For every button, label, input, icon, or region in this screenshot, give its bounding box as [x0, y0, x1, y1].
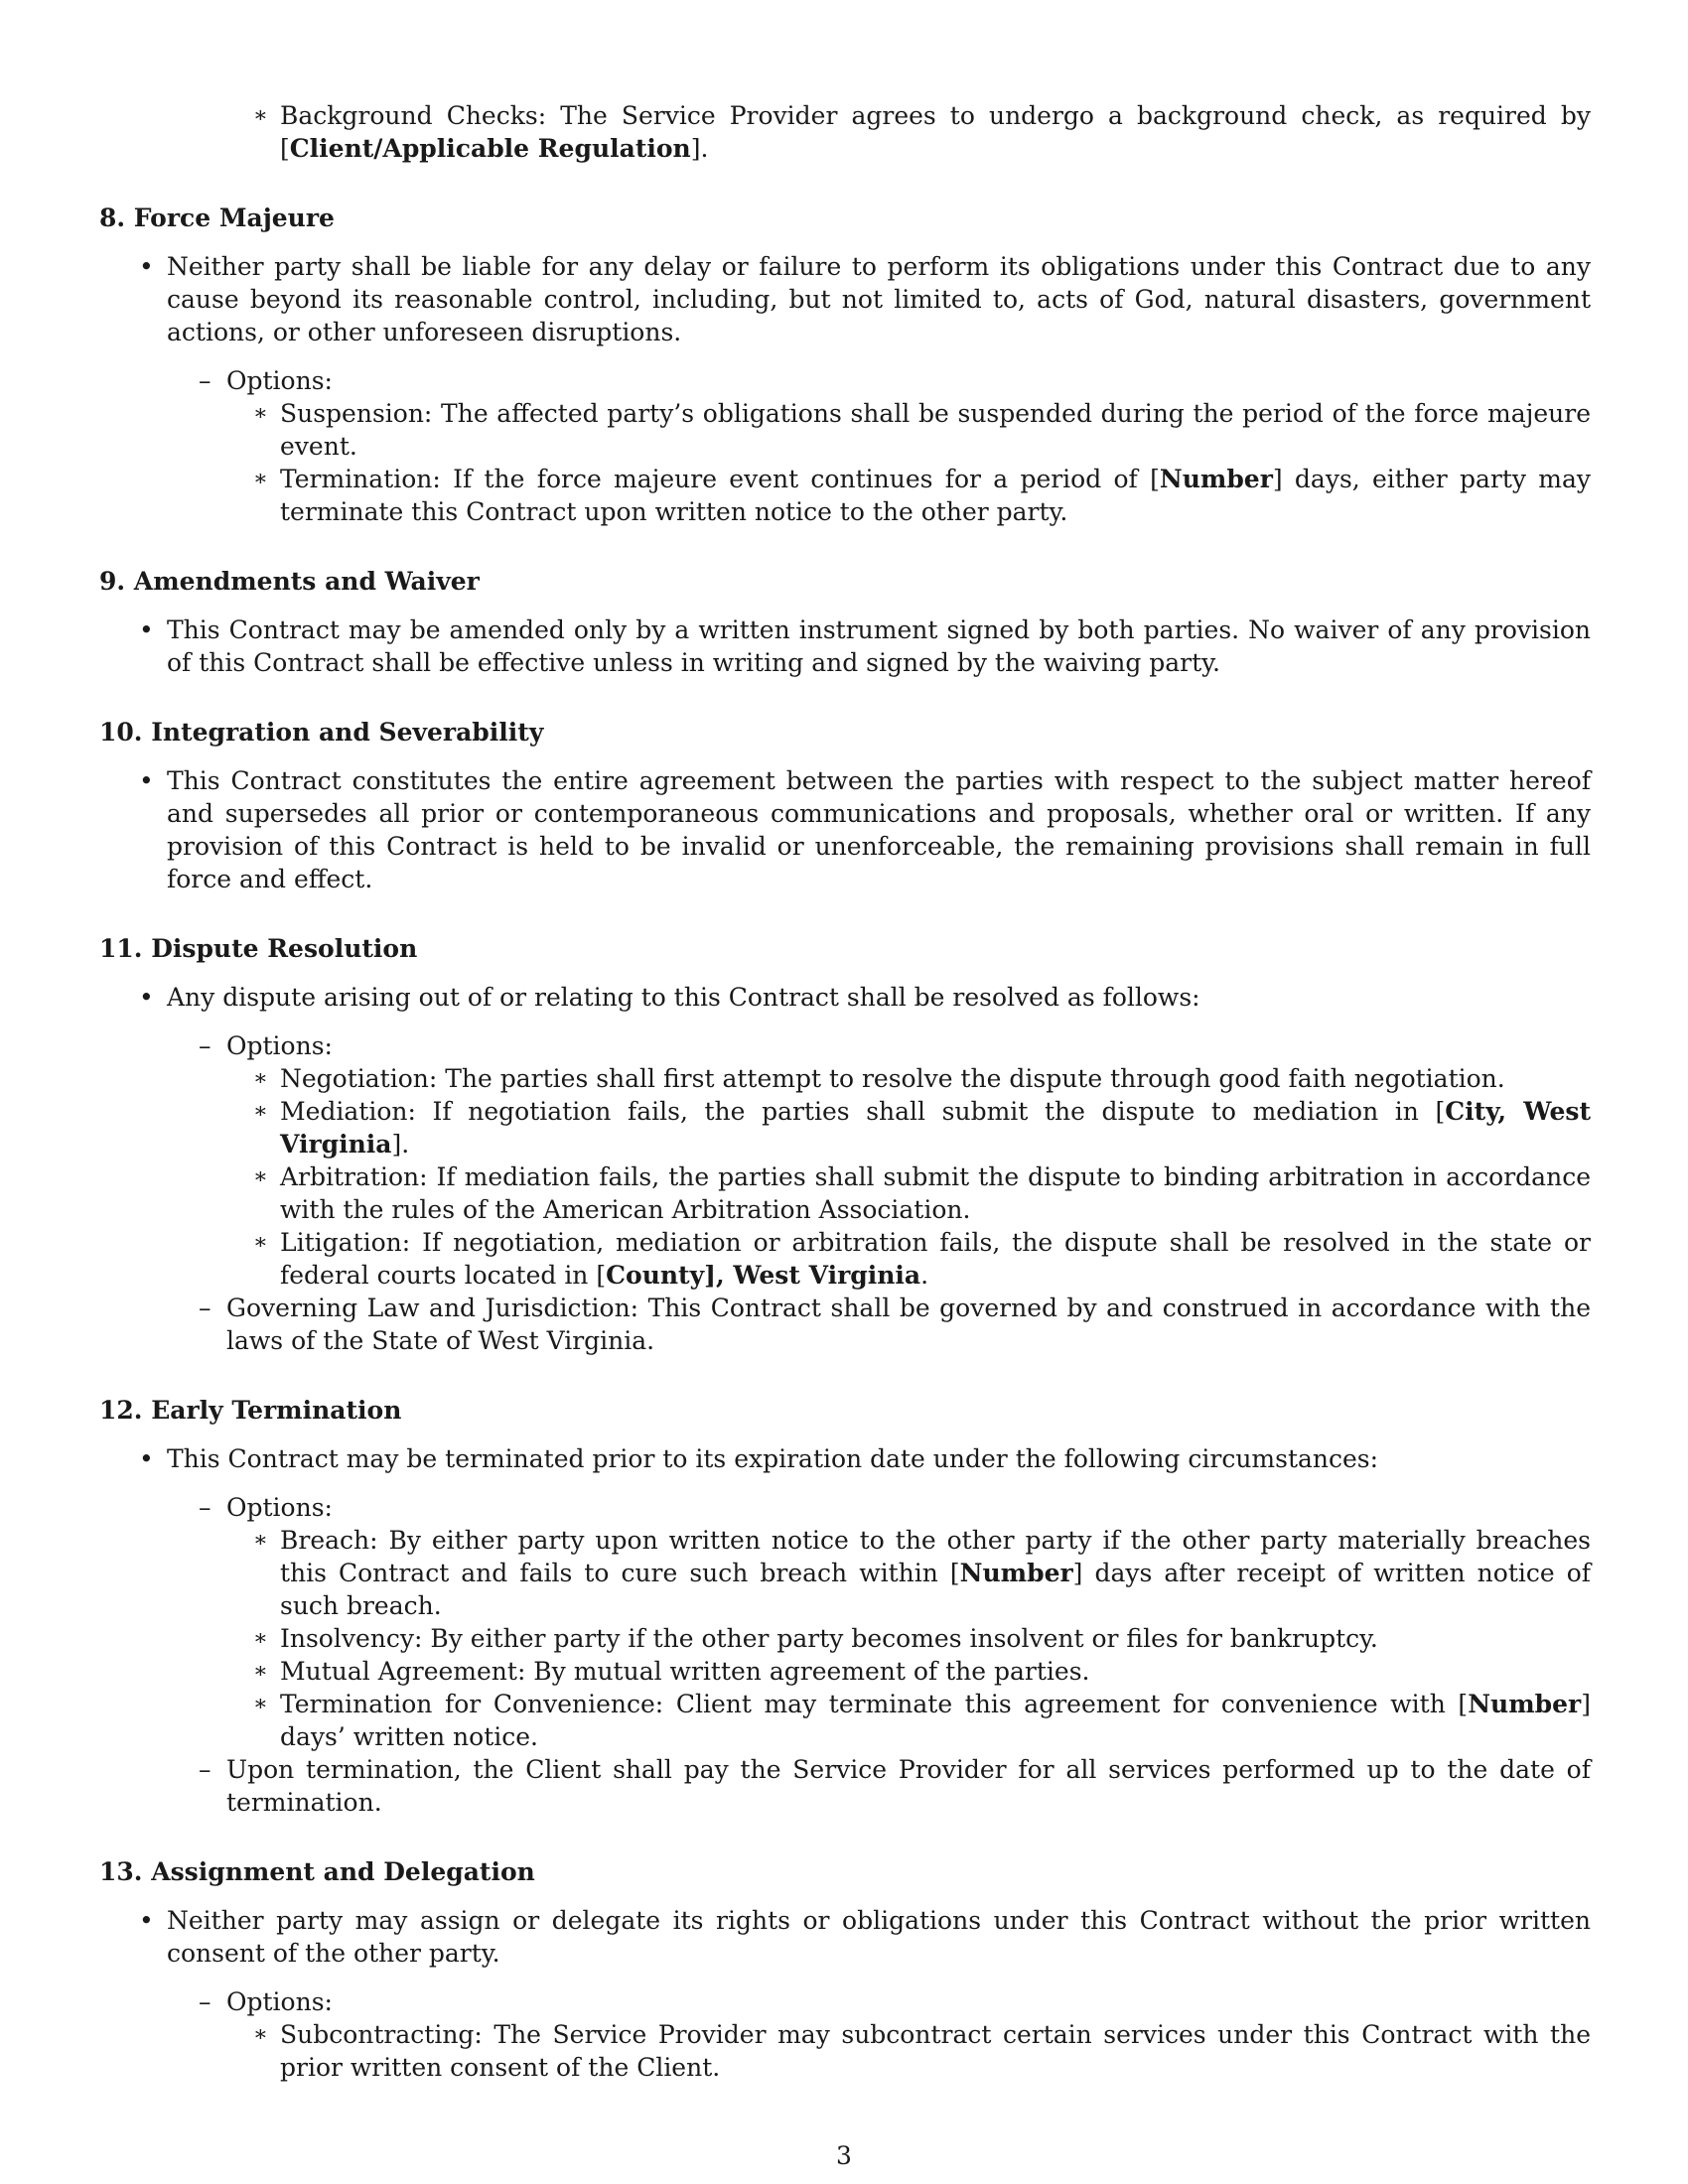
background-checks-item — [99, 99, 1591, 165]
option-text: . — [920, 1261, 929, 1290]
bullet-item — [99, 981, 1591, 1014]
client-regulation-placeholder: Client/Applicable Regulation — [289, 134, 691, 163]
bullet-item — [99, 764, 1591, 895]
star-marker: ∗ — [253, 467, 268, 491]
star-marker: ∗ — [253, 1659, 268, 1684]
number-placeholder: Number — [1159, 465, 1273, 493]
option-negotiation — [99, 1062, 1591, 1095]
section-title: 13. Assignment and Delegation — [99, 1857, 535, 1886]
bullet-text: Neither party shall be liable for any delay or failure to perform its obligations under this Contract due to any cause beyond its reasonable control, including, but not limited to, acts of God, natural disasters, government actions, or other unforeseen disruptions. — [167, 252, 1591, 346]
option-text: Breach: By either party upon written notice to the other party if the other party materially breaches this Contract and fails to cure such breach within [ — [280, 1526, 1591, 1587]
option-text: Termination: If the force majeure event continues for a period of [ — [280, 465, 1160, 493]
option-text: Termination for Convenience: Client may terminate this agreement for convenience with [ — [280, 1690, 1469, 1718]
option-litigation — [99, 1226, 1591, 1292]
bullet-text: Neither party may assign or delegate its rights or obligations under this Contract without the prior written consent of the other party. — [167, 1906, 1591, 1968]
section-title: 9. Amendments and Waiver — [99, 567, 480, 596]
star-marker: ∗ — [253, 1692, 268, 1716]
section-early-termination — [99, 1394, 1591, 1819]
bullet-marker: • — [139, 983, 154, 1012]
upon-termination-item — [99, 1753, 1591, 1819]
section-assignment — [99, 1855, 1591, 2084]
star-marker: ∗ — [253, 103, 268, 128]
option-termination — [99, 463, 1591, 528]
dash-marker: – — [199, 1031, 211, 1060]
section-dispute-resolution — [99, 932, 1591, 1357]
section-title: 10. Integration and Severability — [99, 718, 544, 747]
option-text: ] days, either party may terminate this Contract upon written notice to the other party. — [280, 465, 1591, 526]
star-marker: ∗ — [253, 1528, 268, 1553]
section-title: 12. Early Termination — [99, 1396, 402, 1425]
option-text: Arbitration: If mediation fails, the parties shall submit the dispute to binding arbitration in accordance with the rules of the American Arbitration Association. — [280, 1162, 1591, 1224]
dash-marker: – — [199, 1987, 211, 2016]
dash-marker: – — [199, 1493, 211, 1522]
dash-marker: – — [199, 1294, 211, 1322]
options-item — [99, 1985, 1591, 2018]
bullet-item — [99, 1904, 1591, 1970]
page-number: 3 — [836, 2141, 852, 2170]
option-arbitration — [99, 1160, 1591, 1226]
bullet-text: This Contract constitutes the entire agreement between the parties with respect to the subject matter hereof and supersedes all prior or contemporaneous communications and proposals, whether oral or written. If any provision of this Contract is held to be invalid or unenforceable, the remaining provisions shall remain in full force and effect. — [167, 766, 1591, 893]
bullet-item — [99, 1442, 1591, 1475]
option-breach — [99, 1524, 1591, 1622]
governing-law-item — [99, 1292, 1591, 1357]
city-placeholder: City, West Virginia — [280, 1097, 1591, 1159]
number-placeholder: Number — [959, 1559, 1073, 1587]
bullet-item — [99, 614, 1591, 679]
bullet-text: This Contract may be terminated prior to its expiration date under the following circumstances: — [167, 1444, 1379, 1473]
section-title: 8. Force Majeure — [99, 204, 335, 232]
options-label: Options: — [226, 366, 333, 395]
option-mutual-agreement — [99, 1655, 1591, 1688]
bullet-marker: • — [139, 1444, 154, 1473]
bullet-marker: • — [139, 1906, 154, 1935]
section-amendments — [99, 565, 1591, 679]
star-marker: ∗ — [253, 1626, 268, 1651]
options-item — [99, 1029, 1591, 1062]
document-page — [99, 99, 1591, 2084]
option-text: Suspension: The affected party’s obligations shall be suspended during the period of the force majeure event. — [280, 399, 1591, 461]
bullet-marker: • — [139, 615, 154, 644]
background-checks-text: The Service Provider agrees to undergo a background check, as required by — [560, 101, 1591, 130]
bullet-text: This Contract may be amended only by a written instrument signed by both parties. No waiver of any provision of this Contract shall be effective unless in writing and signed by the waiving party. — [167, 615, 1591, 677]
option-insolvency — [99, 1622, 1591, 1655]
option-subcontracting — [99, 2018, 1591, 2084]
bullet-text: Any dispute arising out of or relating to this Contract shall be resolved as follows: — [167, 983, 1200, 1012]
dash-marker: – — [199, 1755, 211, 1784]
option-text: ]. — [391, 1130, 410, 1159]
bullet-item — [99, 250, 1591, 348]
background-checks-label: Background Checks: — [280, 101, 547, 130]
option-mediation — [99, 1095, 1591, 1160]
option-text: Insolvency: By either party if the other party becomes insolvent or files for bankruptcy. — [280, 1624, 1378, 1653]
option-text: Subcontracting: The Service Provider may subcontract certain services under this Contract with the prior written consent of the Client. — [280, 2020, 1591, 2082]
option-text: Mediation: If negotiation fails, the parties shall submit the dispute to mediation in [ — [280, 1097, 1446, 1126]
bullet-marker: • — [139, 766, 154, 795]
option-text: ] days after receipt of written notice of such breach. — [280, 1559, 1591, 1620]
star-marker: ∗ — [253, 1066, 268, 1091]
dash-marker: – — [199, 366, 211, 395]
option-text: Litigation: If negotiation, mediation or arbitration fails, the dispute shall be resolved in the state or federal courts located in [ — [280, 1228, 1591, 1290]
section-force-majeure — [99, 202, 1591, 528]
bracket-close: ]. — [690, 134, 709, 163]
option-termination-convenience — [99, 1688, 1591, 1753]
star-marker: ∗ — [253, 401, 268, 426]
star-marker: ∗ — [253, 2022, 268, 2047]
bullet-marker: • — [139, 252, 154, 281]
options-item — [99, 1491, 1591, 1524]
option-suspension — [99, 397, 1591, 463]
options-label: Options: — [226, 1493, 333, 1522]
option-text: Negotiation: The parties shall first attempt to resolve the dispute through good faith negotiation. — [280, 1064, 1505, 1093]
number-placeholder: Number — [1468, 1690, 1582, 1718]
options-label: Options: — [226, 1987, 333, 2016]
options-item — [99, 364, 1591, 397]
upon-termination-text: Upon termination, the Client shall pay the Service Provider for all services performed up to the date of termination. — [226, 1755, 1591, 1817]
option-text: Mutual Agreement: By mutual written agreement of the parties. — [280, 1657, 1090, 1686]
bracket-open: [ — [280, 134, 290, 163]
option-text: ] days’ written notice. — [280, 1690, 1591, 1751]
star-marker: ∗ — [253, 1164, 268, 1189]
options-label: Options: — [226, 1031, 333, 1060]
county-placeholder: County], West Virginia — [606, 1261, 921, 1290]
governing-law-text: Governing Law and Jurisdiction: This Contract shall be governed by and construed in accordance with the laws of the State of West Virginia. — [226, 1294, 1591, 1355]
star-marker: ∗ — [253, 1099, 268, 1124]
star-marker: ∗ — [253, 1230, 268, 1255]
section-title: 11. Dispute Resolution — [99, 934, 418, 963]
section-integration — [99, 716, 1591, 895]
